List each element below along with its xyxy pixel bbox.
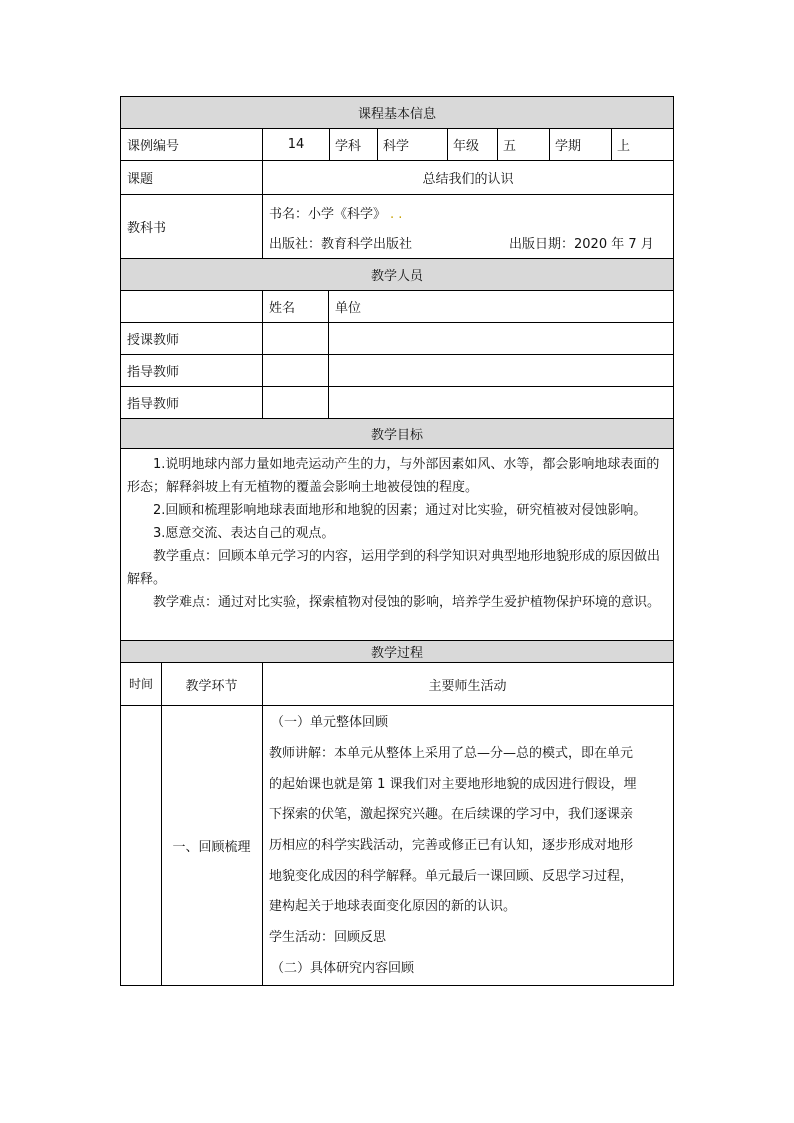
grade-label: 年级 bbox=[453, 139, 480, 154]
section-process-header bbox=[121, 641, 673, 663]
textbook-publisher: 出版社：教育科学出版社 bbox=[269, 237, 413, 252]
process-line: 地貌变化成因的科学解释。单元最后一课回顾、反思学习过程， bbox=[269, 869, 634, 884]
goals-block bbox=[121, 449, 673, 641]
staff-unit-header: 单位 bbox=[335, 301, 362, 316]
difficult-point: 教学难点：通过对比实验，探索植物对侵蚀的影响，培养学生爱护植物保护环境的意识。 bbox=[153, 595, 661, 610]
subject-label: 学科 bbox=[335, 139, 362, 154]
subject-value: 科学 bbox=[383, 139, 410, 154]
topic-label: 课题 bbox=[127, 172, 154, 187]
process-line: 教师讲解：本单元从整体上采用了总—分—总的模式，即在单元 bbox=[269, 746, 634, 761]
course-id-value: 14 bbox=[287, 137, 305, 152]
section-staff-title: 教学人员 bbox=[370, 269, 423, 284]
process-header-row bbox=[121, 663, 673, 706]
process-line: 的起始课也就是第 1 课我们对主要地形地貌的成因进行假设，埋 bbox=[269, 777, 637, 792]
staff-row bbox=[121, 387, 673, 419]
section-basic-info-header bbox=[121, 97, 673, 129]
course-id-row bbox=[121, 129, 673, 161]
staff-role: 指导教师 bbox=[127, 365, 180, 380]
staff-row bbox=[121, 355, 673, 387]
lesson-plan-table bbox=[120, 96, 674, 986]
section-basic-info-title: 课程基本信息 bbox=[357, 107, 436, 122]
process-activity-header: 主要师生活动 bbox=[428, 678, 507, 694]
topic-value: 总结我们的认识 bbox=[422, 172, 514, 187]
staff-role: 授课教师 bbox=[127, 333, 180, 348]
goal-item: 2.回顾和梳理影响地球表面地形和地貌的因素；通过对比实验，研究植被对侵蚀影响。 bbox=[153, 503, 647, 518]
process-time-header: 时间 bbox=[128, 677, 153, 691]
goal-item: 3.愿意交流、表达自己的观点。 bbox=[153, 526, 335, 541]
section-goals-header bbox=[121, 419, 673, 449]
textbook-pub-date: 出版日期：2020 年 7 月 bbox=[509, 237, 654, 252]
goal-item: 1.说明地球内部力量如地壳运动产生的力，与外部因素如风、水等，都会影响地球表面的形态；解释斜坡上有无植物的覆盖会影响土地被侵蚀的程度。 bbox=[127, 457, 660, 495]
textbook-label: 教科书 bbox=[127, 221, 167, 236]
key-point: 教学重点：回顾本单元学习的内容，运用学到的科学知识对典型地形地貌形成的原因做出解释。 bbox=[127, 549, 661, 587]
section-goals-title: 教学目标 bbox=[370, 428, 423, 443]
process-line: （二）具体研究内容回顾 bbox=[271, 961, 415, 976]
textbook-book-name: 书名：小学《科学》 bbox=[269, 207, 387, 222]
section-process-title: 教学过程 bbox=[370, 646, 423, 661]
process-line: （一）单元整体回顾 bbox=[271, 715, 389, 730]
process-line: 下探索的伏笔，激起探究兴趣。在后续课的学习中，我们逐课亲 bbox=[269, 807, 634, 822]
textbook-row bbox=[121, 195, 673, 259]
section-staff-header bbox=[121, 259, 673, 291]
term-label: 学期 bbox=[555, 139, 582, 154]
staff-row bbox=[121, 323, 673, 355]
topic-row bbox=[121, 161, 673, 195]
process-stage: 一、回顾梳理 bbox=[172, 840, 251, 855]
process-line: 建构起关于地球表面变化原因的新的认识。 bbox=[269, 899, 517, 914]
textbook-marks: . . bbox=[390, 207, 403, 222]
course-id-label: 课例编号 bbox=[127, 139, 180, 154]
staff-name-header: 姓名 bbox=[269, 301, 296, 316]
process-stage-header: 教学环节 bbox=[185, 678, 238, 694]
staff-header-row bbox=[121, 291, 673, 323]
grade-value: 五 bbox=[503, 139, 517, 154]
process-line: 历相应的科学实践活动，完善或修正已有认知，逐步形成对地形 bbox=[269, 838, 634, 853]
process-row bbox=[121, 706, 673, 985]
textbook-book-line bbox=[269, 203, 402, 222]
term-value: 上 bbox=[617, 139, 631, 154]
process-line: 学生活动：回顾反思 bbox=[269, 930, 387, 945]
staff-role: 指导教师 bbox=[127, 397, 180, 412]
